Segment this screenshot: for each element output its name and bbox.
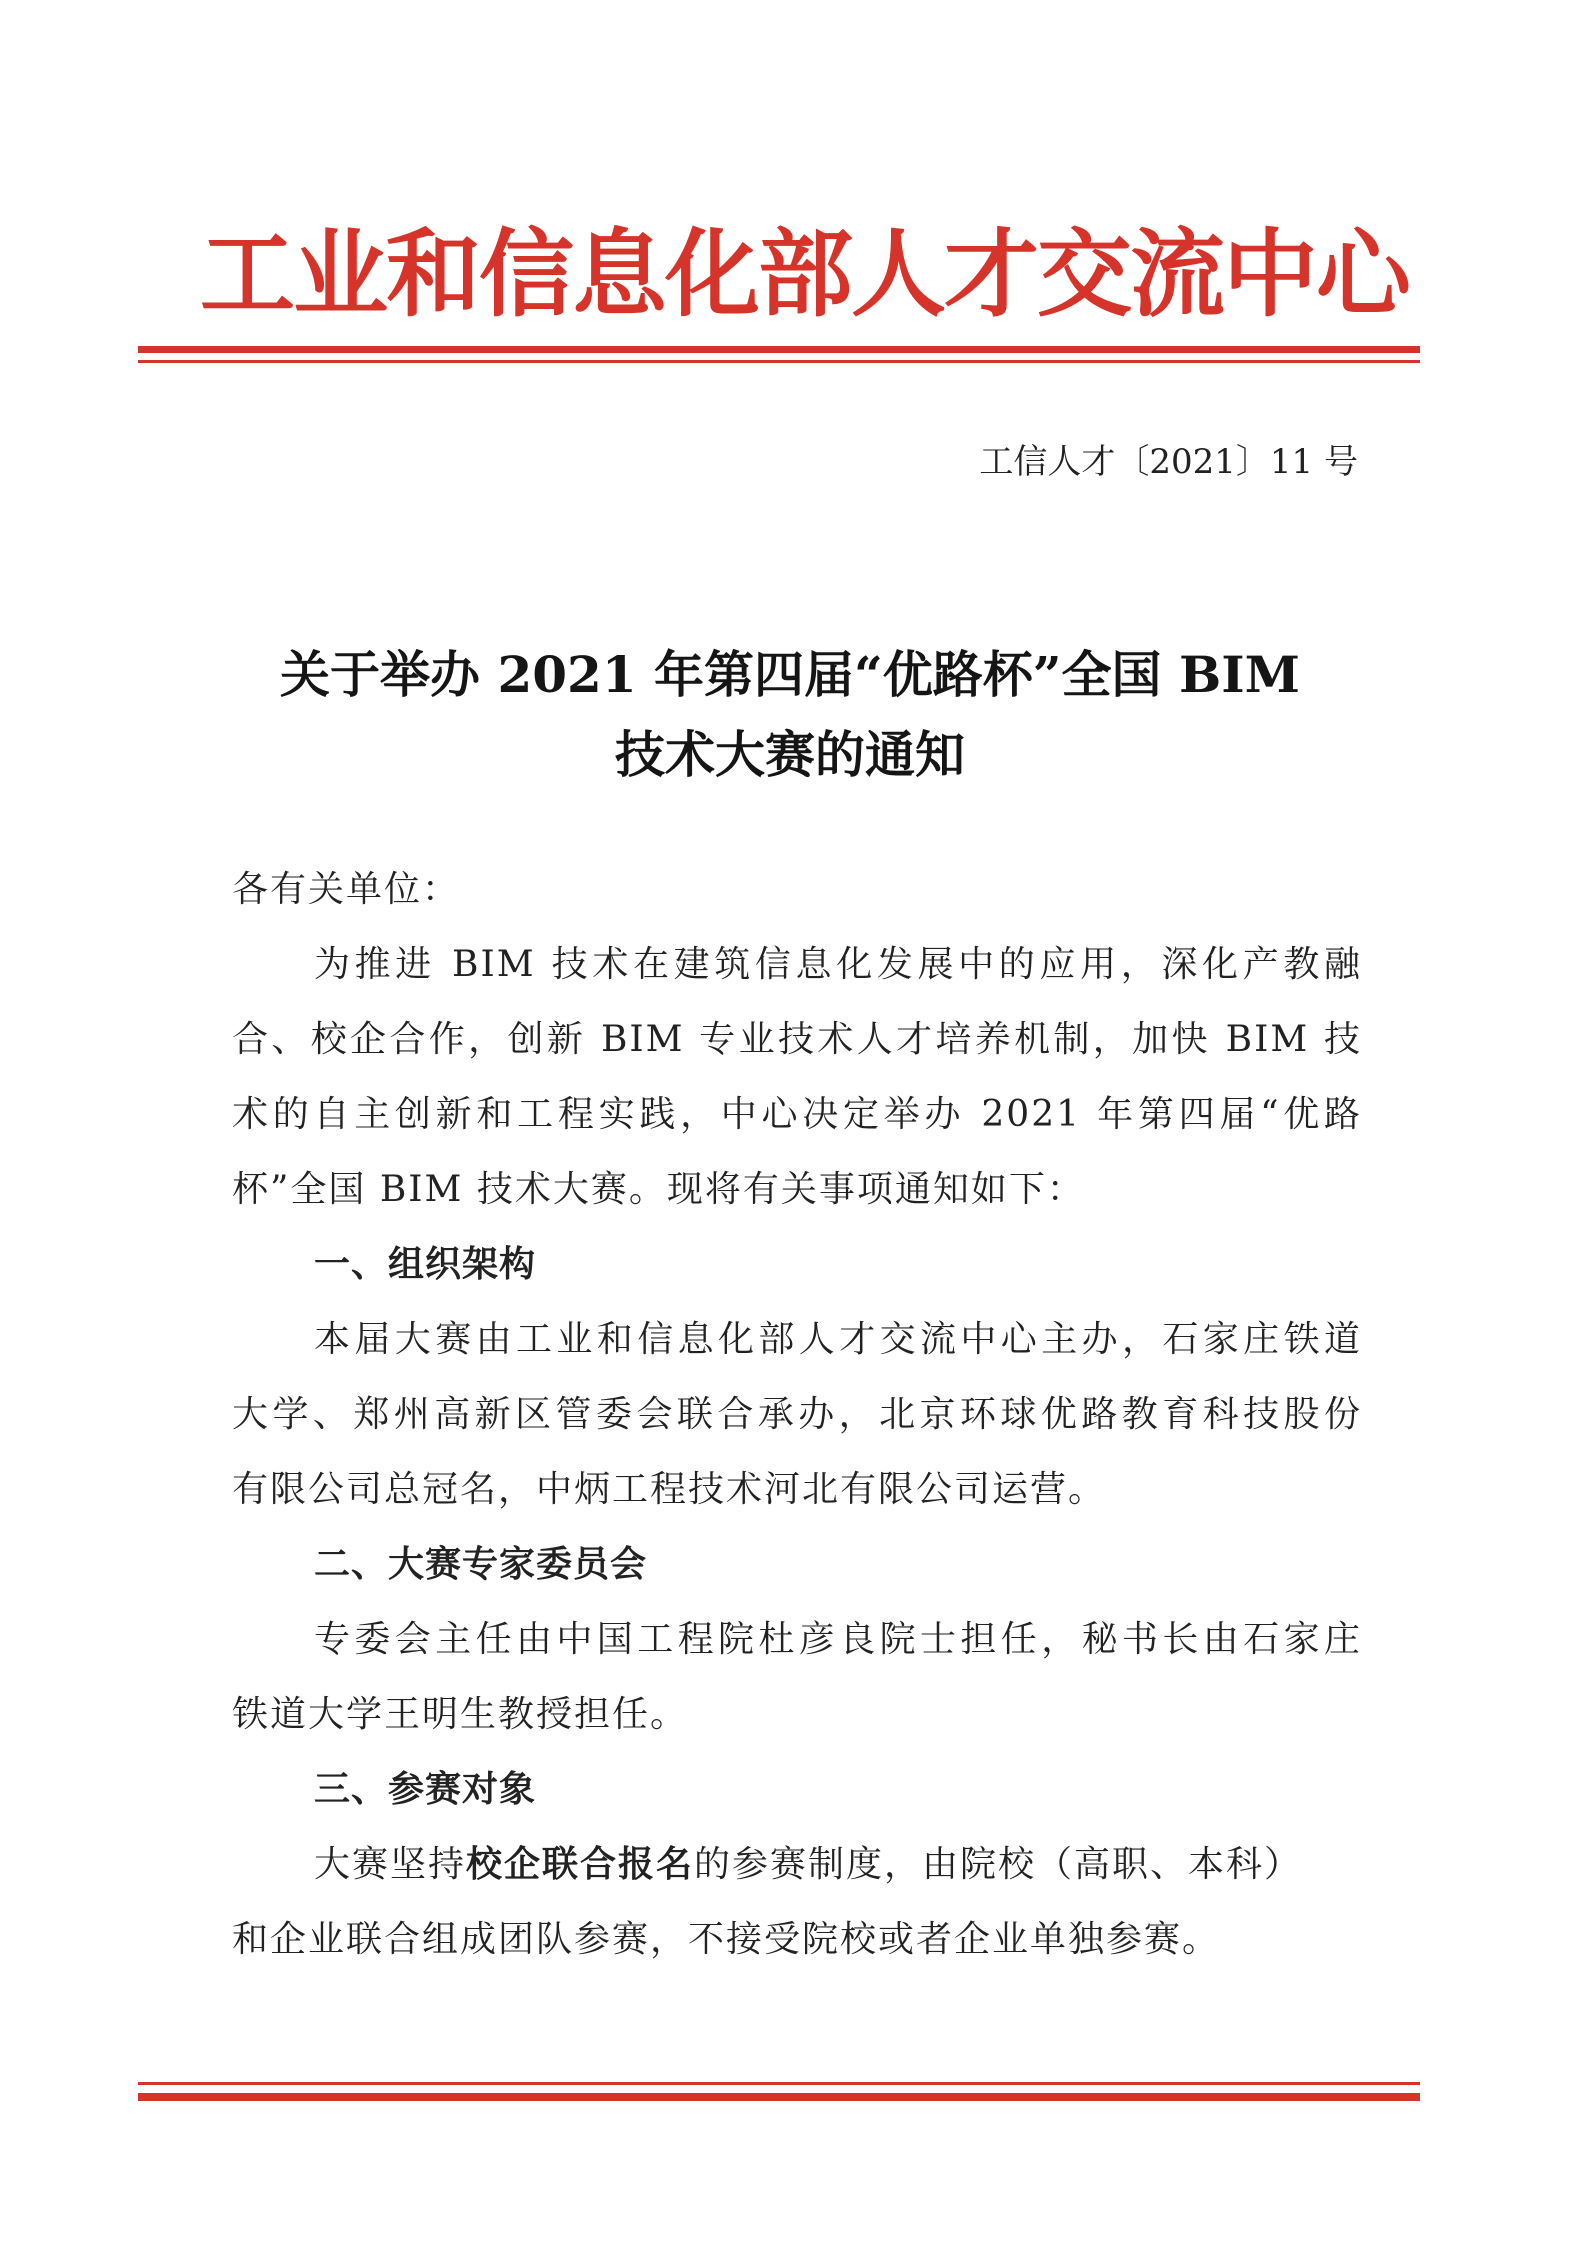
section3-line-1-suffix: 的参赛制度，由院校（高职、本科） [694, 1844, 1303, 1885]
header-rule-thick [138, 346, 1420, 353]
intro-line-2: 合、校企合作，创新 BIM 专业技术人才培养机制，加快 BIM 技 [232, 1019, 1362, 1060]
notice-body [232, 862, 1362, 1987]
notice-title [180, 635, 1400, 795]
section1-line-2: 大学、郑州高新区管委会联合承办，北京环球优路教育科技股份 [232, 1394, 1362, 1435]
intro-line-4: 杯”全国 BIM 技术大赛。现将有关事项通知如下： [232, 1169, 1085, 1210]
section-heading-participants: 三、参赛对象 [314, 1769, 537, 1810]
notice-title-line-1: 关于举办 2021 年第四届“优路杯”全国 BIM [280, 645, 1300, 704]
section2-line-2: 铁道大学王明生教授担任。 [232, 1694, 689, 1735]
section3-line-2: 和企业联合组成团队参赛，不接受院校或者企业单独参赛。 [232, 1919, 1221, 1960]
header-rule-thin [138, 360, 1420, 363]
section3-line-1 [232, 1837, 1362, 1912]
intro-line-3: 术的自主创新和工程实践，中心决定举办 2021 年第四届“优路 [232, 1094, 1362, 1135]
section-heading-expert-committee: 二、大赛专家委员会 [314, 1544, 648, 1585]
section-heading-organization: 一、组织架构 [314, 1244, 537, 1285]
document-number: 工信人才〔2021〕11 号 [979, 442, 1358, 482]
section1-line-1: 本届大赛由工业和信息化部人才交流中心主办，石家庄铁道 [314, 1319, 1362, 1360]
notice-title-line-2: 技术大赛的通知 [615, 725, 965, 784]
joint-registration-emphasis: 校企联合报名 [466, 1844, 695, 1885]
issuer-masthead: 工业和信息化部人才交流中心 [200, 220, 1410, 330]
intro-line-1: 为推进 BIM 技术在建筑信息化发展中的应用，深化产教融 [314, 944, 1362, 985]
salutation: 各有关单位： [232, 869, 461, 910]
section3-line-1-prefix: 大赛坚持 [314, 1844, 467, 1885]
footer-rule-thin [138, 2082, 1420, 2085]
footer-rule-thick [138, 2093, 1420, 2101]
section2-line-1: 专委会主任由中国工程院杜彦良院士担任，秘书长由石家庄 [314, 1619, 1362, 1660]
section1-line-3: 有限公司总冠名，中炳工程技术河北有限公司运营。 [232, 1469, 1107, 1510]
